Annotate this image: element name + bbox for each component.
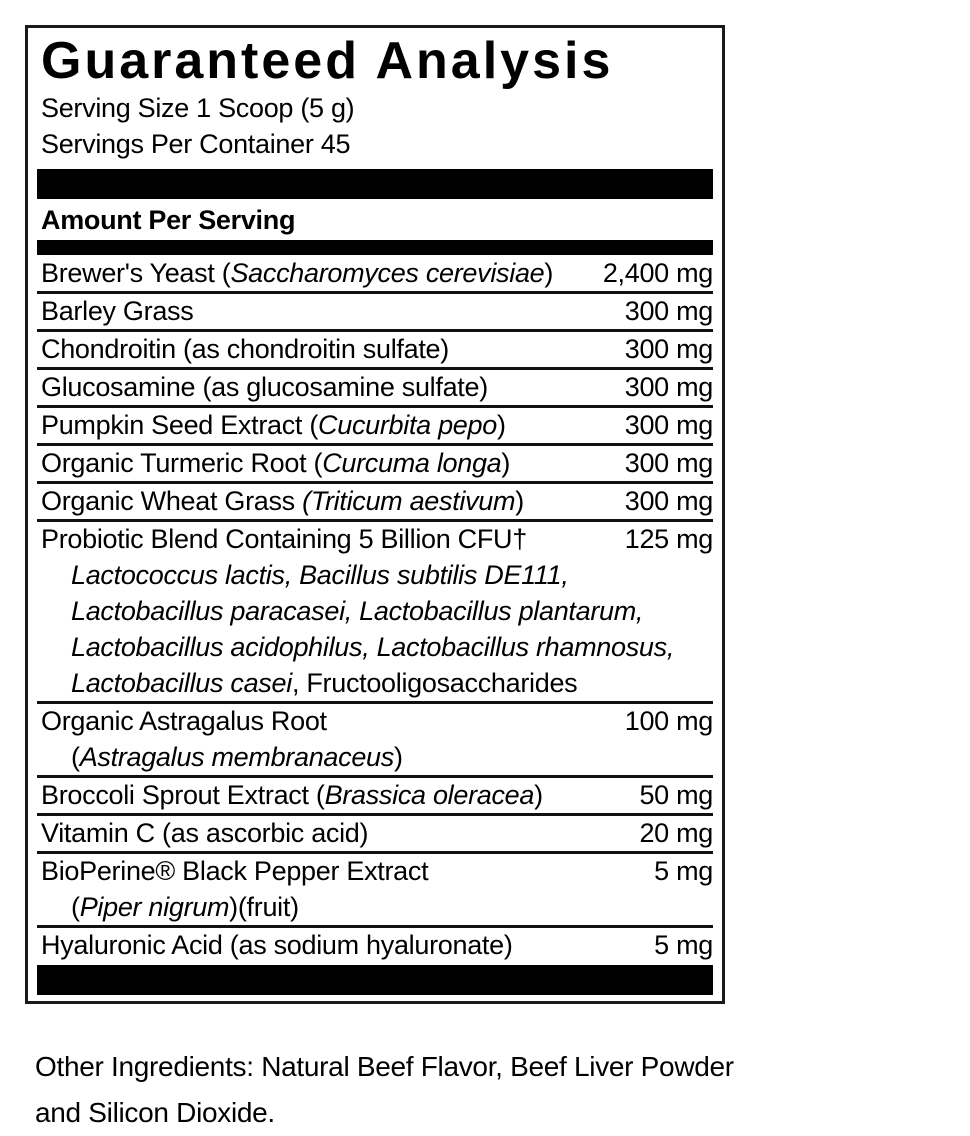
ingredient-name: Organic Wheat Grass (Triticum aestivum) xyxy=(41,486,524,516)
servings-per-container: Servings Per Container 45 xyxy=(41,129,351,159)
ingredient-rows xyxy=(37,256,713,963)
divider-bar-thin xyxy=(37,240,713,255)
ingredient-amount: 125 mg xyxy=(624,524,713,554)
ingredient-amount: 300 mg xyxy=(624,486,713,516)
ingredient-name: BioPerine® Black Pepper Extract xyxy=(41,856,429,886)
ingredient-name: Organic Astragalus Root xyxy=(41,706,327,736)
ingredient-row xyxy=(37,925,713,963)
ingredient-subline: Lactobacillus acidophilus, Lactobacillus rhamnosus, xyxy=(71,632,675,662)
ingredient-amount: 5 mg xyxy=(654,856,713,886)
ingredient-subline: (Piper nigrum)(fruit) xyxy=(71,892,299,922)
ingredient-subline: Lactobacillus casei, Fructooligosaccharides xyxy=(71,668,578,698)
ingredient-amount: 300 mg xyxy=(624,296,713,326)
ingredient-amount: 2,400 mg xyxy=(602,258,713,288)
ingredient-name: Brewer's Yeast (Saccharomyces cerevisiae) xyxy=(41,258,554,288)
ingredient-row xyxy=(37,256,713,291)
ingredient-name: Probiotic Blend Containing 5 Billion CFU† xyxy=(41,524,527,554)
ingredient-subline: Lactococcus lactis, Bacillus subtilis DE111, xyxy=(71,560,569,590)
ingredient-row xyxy=(37,329,713,367)
ingredient-name: Chondroitin (as chondroitin sulfate) xyxy=(41,334,449,364)
ingredient-name: Barley Grass xyxy=(41,296,194,326)
panel-title: Guaranteed Analysis xyxy=(41,32,614,90)
serving-size: Serving Size 1 Scoop (5 g) xyxy=(41,93,355,123)
ingredient-amount: 50 mg xyxy=(639,780,713,810)
ingredient-name: Hyaluronic Acid (as sodium hyaluronate) xyxy=(41,930,513,960)
ingredient-row xyxy=(37,701,713,775)
ingredient-row xyxy=(37,405,713,443)
ingredient-amount: 300 mg xyxy=(624,448,713,478)
divider-bar-thick xyxy=(37,169,713,199)
ingredient-amount: 100 mg xyxy=(624,706,713,736)
ingredient-amount: 20 mg xyxy=(639,818,713,848)
ingredient-row xyxy=(37,851,713,925)
ingredient-subline: (Astragalus membranaceus) xyxy=(71,742,403,772)
other-ingredients-text: Other Ingredients: Natural Beef Flavor, Beef Liver Powder and Silicon Dioxide. xyxy=(35,1051,734,1128)
ingredient-row xyxy=(37,813,713,851)
ingredient-amount: 5 mg xyxy=(654,930,713,960)
ingredient-row xyxy=(37,367,713,405)
divider-bar-bottom xyxy=(37,965,713,995)
ingredient-row xyxy=(37,519,713,701)
ingredient-row xyxy=(37,443,713,481)
ingredient-subline: Lactobacillus paracasei, Lactobacillus plantarum, xyxy=(71,596,644,626)
ingredient-row xyxy=(37,481,713,519)
ingredient-name: Pumpkin Seed Extract (Cucurbita pepo) xyxy=(41,410,506,440)
ingredient-name: Glucosamine (as glucosamine sulfate) xyxy=(41,372,488,402)
ingredient-name: Broccoli Sprout Extract (Brassica oleracea) xyxy=(41,780,543,810)
ingredient-name: Organic Turmeric Root (Curcuma longa) xyxy=(41,448,511,478)
ingredient-row xyxy=(37,775,713,813)
amount-per-serving-header: Amount Per Serving xyxy=(41,205,296,235)
guaranteed-analysis-panel xyxy=(25,25,725,1004)
ingredient-row xyxy=(37,291,713,329)
ingredient-name: Vitamin C (as ascorbic acid) xyxy=(41,818,369,848)
ingredient-amount: 300 mg xyxy=(624,410,713,440)
ingredient-amount: 300 mg xyxy=(624,334,713,364)
ingredient-amount: 300 mg xyxy=(624,372,713,402)
